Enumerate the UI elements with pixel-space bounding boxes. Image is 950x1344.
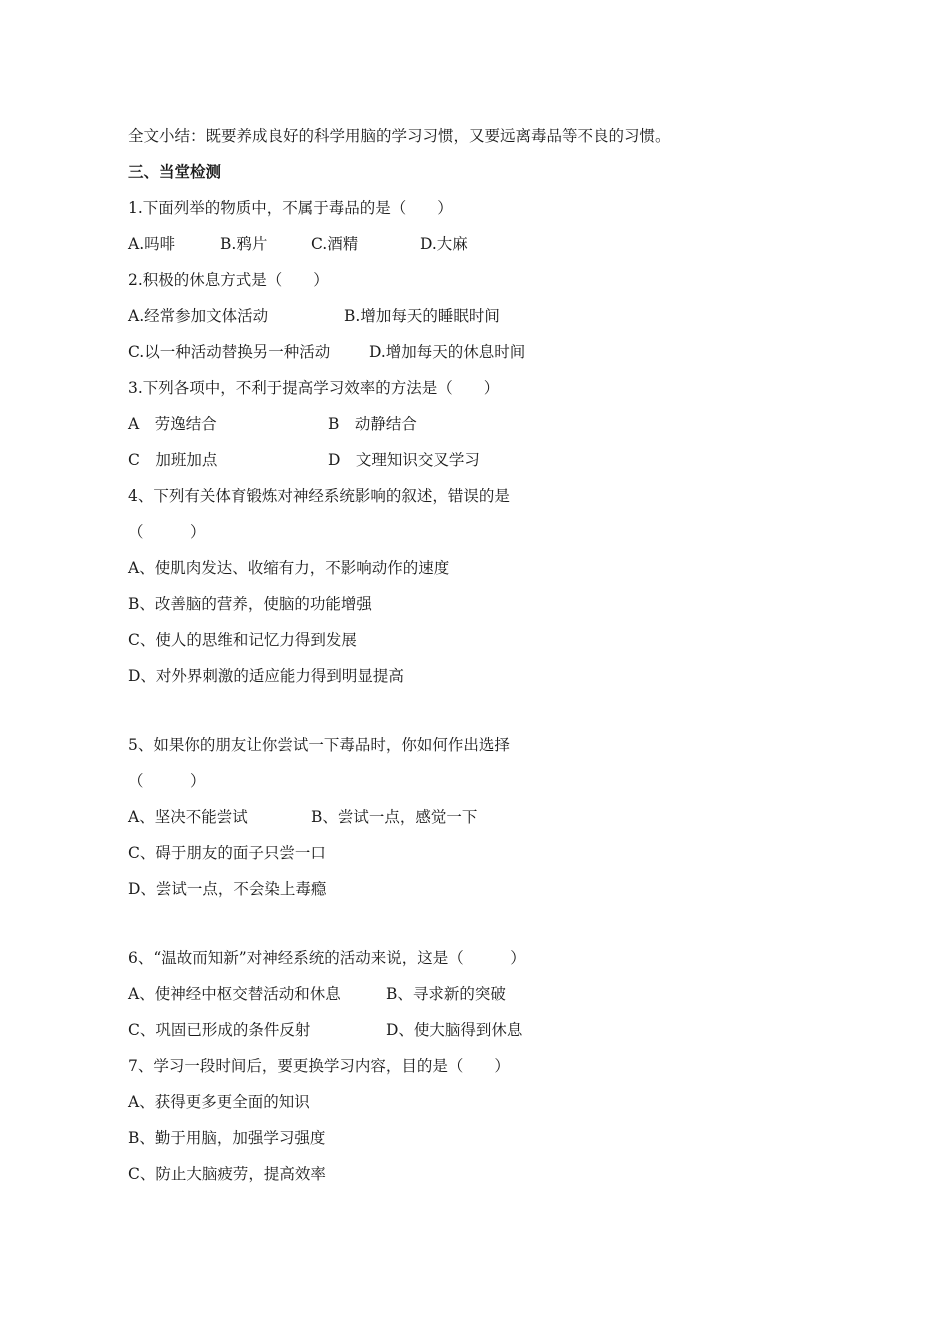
question-7-option-a: A、获得更多更全面的知识 — [128, 1093, 310, 1111]
question-5-stem: 5、如果你的朋友让你尝试一下毒品时，你如何作出选择 — [128, 736, 510, 754]
question-7-option-c: C、防止大脑疲劳，提高效率 — [128, 1165, 326, 1183]
question-5-answer-blank: （ ） — [128, 772, 206, 790]
question-1-option-c: C.酒精 — [311, 235, 359, 253]
question-2-option-d: D.增加每天的休息时间 — [369, 343, 526, 361]
question-2-option-c: C.以一种活动替换另一种活动 — [128, 343, 331, 361]
question-7-stem: 7、学习一段时间后，要更换学习内容，目的是（ ） — [128, 1057, 510, 1075]
question-2-option-b: B.增加每天的睡眠时间 — [344, 307, 500, 325]
question-3-stem: 3.下列各项中，不利于提高学习效率的方法是（ ） — [128, 379, 500, 397]
question-4-option-a: A、使肌肉发达、收缩有力，不影响动作的速度 — [128, 559, 450, 577]
question-3-option-d: D 文理知识交叉学习 — [328, 451, 480, 469]
question-3-option-a: A 劳逸结合 — [128, 415, 217, 433]
question-2-stem: 2.积极的休息方式是（ ） — [128, 271, 329, 289]
question-6-option-a: A、使神经中枢交替活动和休息 — [128, 985, 341, 1003]
question-4-answer-blank: （ ） — [128, 523, 206, 541]
question-2-option-a: A.经常参加文体活动 — [128, 307, 269, 325]
question-5-option-a: A、坚决不能尝试 — [128, 808, 248, 826]
question-6-option-c: C、巩固已形成的条件反射 — [128, 1021, 311, 1039]
question-4-option-c: C、使人的思维和记忆力得到发展 — [128, 631, 357, 649]
question-1-option-a: A.吗啡 — [128, 235, 176, 253]
question-1-stem: 1.下面列举的物质中，不属于毒品的是（ ） — [128, 199, 453, 217]
question-5-option-b: B、尝试一点，感觉一下 — [311, 808, 478, 826]
question-4-option-b: B、改善脑的营养，使脑的功能增强 — [128, 595, 372, 613]
section-title: 三、当堂检测 — [128, 163, 222, 181]
question-1-option-b: B.鸦片 — [220, 235, 268, 253]
question-3-option-c: C 加班加点 — [128, 451, 218, 469]
question-6-stem: 6、“温故而知新”对神经系统的活动来说，这是（ ） — [128, 949, 526, 967]
question-4-option-d: D、对外界刺激的适应能力得到明显提高 — [128, 667, 404, 685]
question-5-option-d: D、尝试一点，不会染上毒瘾 — [128, 880, 327, 898]
question-4-stem: 4、下列有关体育锻炼对神经系统影响的叙述，错误的是 — [128, 487, 510, 505]
summary-text: 全文小结：既要养成良好的科学用脑的学习习惯，又要远离毒品等不良的习惯。 — [128, 127, 671, 145]
question-3-option-b: B 动静结合 — [328, 415, 417, 433]
question-6-option-b: B、寻求新的突破 — [386, 985, 506, 1003]
question-5-option-c: C、碍于朋友的面子只尝一口 — [128, 844, 326, 862]
question-1-option-d: D.大麻 — [420, 235, 468, 253]
question-7-option-b: B、勤于用脑，加强学习强度 — [128, 1129, 326, 1147]
question-6-option-d: D、使大脑得到休息 — [386, 1021, 523, 1039]
